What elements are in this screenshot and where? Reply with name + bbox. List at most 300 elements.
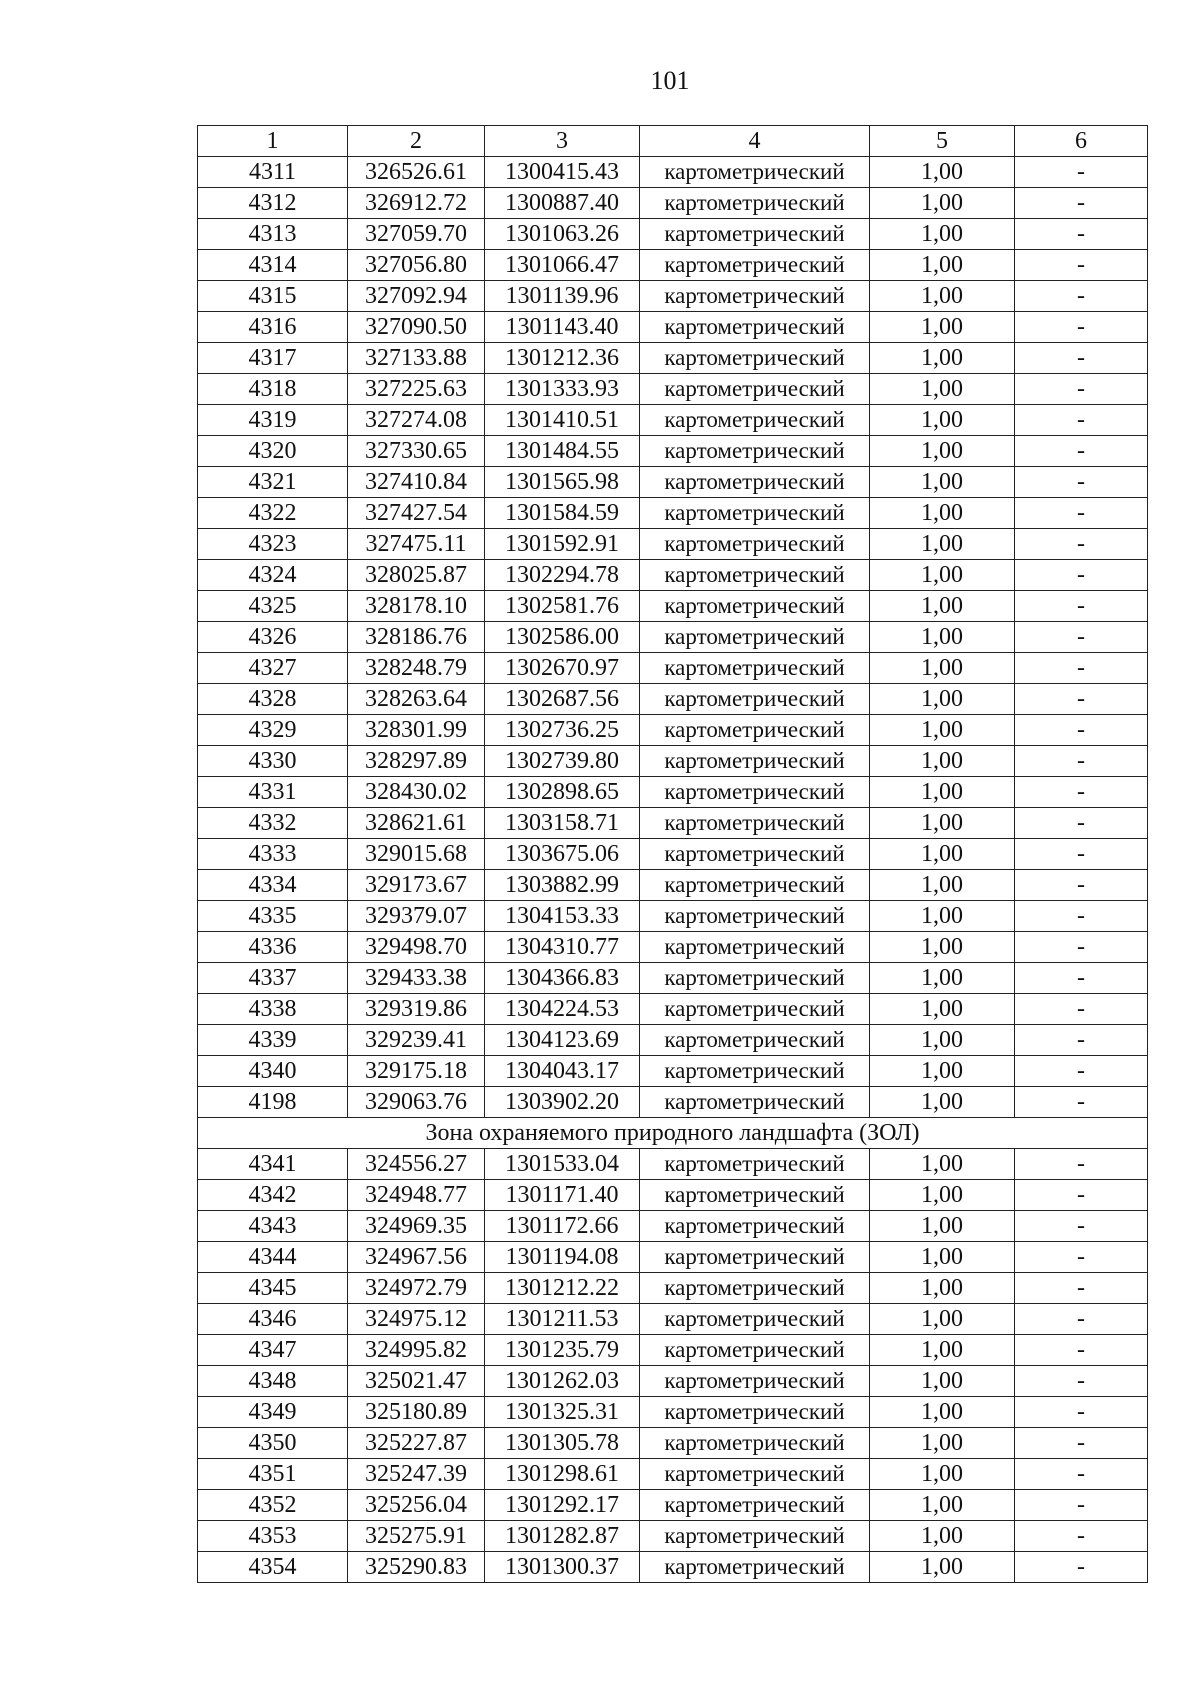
note-cell: - (1015, 1211, 1148, 1242)
note-cell: - (1015, 560, 1148, 591)
table-row (198, 219, 1148, 250)
note-cell: - (1015, 901, 1148, 932)
y-coordinate-cell: 1302586.00 (485, 622, 640, 653)
table-row (198, 1366, 1148, 1397)
note-cell: - (1015, 1056, 1148, 1087)
y-coordinate-cell: 1303902.20 (485, 1087, 640, 1118)
table-row (198, 932, 1148, 963)
point-number-cell: 4353 (198, 1521, 348, 1552)
method-cell: картометрический (640, 901, 870, 932)
x-coordinate-cell: 328263.64 (348, 684, 485, 715)
y-coordinate-cell: 1300415.43 (485, 157, 640, 188)
y-coordinate-cell: 1303675.06 (485, 839, 640, 870)
y-coordinate-cell: 1301410.51 (485, 405, 640, 436)
x-coordinate-cell: 329379.07 (348, 901, 485, 932)
accuracy-cell: 1,00 (870, 901, 1015, 932)
accuracy-cell: 1,00 (870, 281, 1015, 312)
table-row (198, 994, 1148, 1025)
method-cell: картометрический (640, 1180, 870, 1211)
x-coordinate-cell: 329319.86 (348, 994, 485, 1025)
table-row (198, 1056, 1148, 1087)
point-number-cell: 4311 (198, 157, 348, 188)
point-number-cell: 4354 (198, 1552, 348, 1583)
accuracy-cell: 1,00 (870, 777, 1015, 808)
table-row (198, 250, 1148, 281)
point-number-cell: 4332 (198, 808, 348, 839)
point-number-cell: 4330 (198, 746, 348, 777)
accuracy-cell: 1,00 (870, 1087, 1015, 1118)
accuracy-cell: 1,00 (870, 219, 1015, 250)
column-header: 5 (870, 126, 1015, 157)
note-cell: - (1015, 405, 1148, 436)
note-cell: - (1015, 188, 1148, 219)
x-coordinate-cell: 325227.87 (348, 1428, 485, 1459)
method-cell: картометрический (640, 808, 870, 839)
y-coordinate-cell: 1301235.79 (485, 1335, 640, 1366)
table-row (198, 1304, 1148, 1335)
method-cell: картометрический (640, 188, 870, 219)
table-row (198, 1397, 1148, 1428)
x-coordinate-cell: 324967.56 (348, 1242, 485, 1273)
x-coordinate-cell: 325290.83 (348, 1552, 485, 1583)
note-cell: - (1015, 219, 1148, 250)
note-cell: - (1015, 1335, 1148, 1366)
y-coordinate-cell: 1301292.17 (485, 1490, 640, 1521)
point-number-cell: 4350 (198, 1428, 348, 1459)
accuracy-cell: 1,00 (870, 1211, 1015, 1242)
group-b-rows (198, 1149, 1148, 1583)
accuracy-cell: 1,00 (870, 839, 1015, 870)
x-coordinate-cell: 325256.04 (348, 1490, 485, 1521)
note-cell: - (1015, 1428, 1148, 1459)
method-cell: картометрический (640, 777, 870, 808)
accuracy-cell: 1,00 (870, 436, 1015, 467)
y-coordinate-cell: 1301305.78 (485, 1428, 640, 1459)
x-coordinate-cell: 328297.89 (348, 746, 485, 777)
note-cell: - (1015, 1397, 1148, 1428)
table-row (198, 963, 1148, 994)
table-row (198, 436, 1148, 467)
point-number-cell: 4339 (198, 1025, 348, 1056)
method-cell: картометрический (640, 405, 870, 436)
accuracy-cell: 1,00 (870, 932, 1015, 963)
note-cell: - (1015, 529, 1148, 560)
column-header: 1 (198, 126, 348, 157)
method-cell: картометрический (640, 1025, 870, 1056)
x-coordinate-cell: 324995.82 (348, 1335, 485, 1366)
method-cell: картометрический (640, 374, 870, 405)
point-number-cell: 4345 (198, 1273, 348, 1304)
table-row (198, 1087, 1148, 1118)
page-number: 101 (650, 66, 690, 95)
x-coordinate-cell: 329063.76 (348, 1087, 485, 1118)
method-cell: картометрический (640, 343, 870, 374)
method-cell: картометрический (640, 560, 870, 591)
y-coordinate-cell: 1302736.25 (485, 715, 640, 746)
table-row (198, 1459, 1148, 1490)
point-number-cell: 4348 (198, 1366, 348, 1397)
x-coordinate-cell: 324556.27 (348, 1149, 485, 1180)
method-cell: картометрический (640, 498, 870, 529)
section-title: Зона охраняемого природного ландшафта (ЗОЛ) (198, 1118, 1148, 1149)
x-coordinate-cell: 325180.89 (348, 1397, 485, 1428)
accuracy-cell: 1,00 (870, 498, 1015, 529)
method-cell: картометрический (640, 157, 870, 188)
x-coordinate-cell: 327090.50 (348, 312, 485, 343)
accuracy-cell: 1,00 (870, 1273, 1015, 1304)
note-cell: - (1015, 1304, 1148, 1335)
point-number-cell: 4342 (198, 1180, 348, 1211)
note-cell: - (1015, 1490, 1148, 1521)
x-coordinate-cell: 329433.38 (348, 963, 485, 994)
y-coordinate-cell: 1304043.17 (485, 1056, 640, 1087)
accuracy-cell: 1,00 (870, 1490, 1015, 1521)
point-number-cell: 4337 (198, 963, 348, 994)
accuracy-cell: 1,00 (870, 374, 1015, 405)
method-cell: картометрический (640, 281, 870, 312)
point-number-cell: 4351 (198, 1459, 348, 1490)
accuracy-cell: 1,00 (870, 808, 1015, 839)
point-number-cell: 4328 (198, 684, 348, 715)
accuracy-cell: 1,00 (870, 684, 1015, 715)
method-cell: картометрический (640, 1459, 870, 1490)
point-number-cell: 4335 (198, 901, 348, 932)
y-coordinate-cell: 1301333.93 (485, 374, 640, 405)
table-header (198, 126, 1148, 157)
note-cell: - (1015, 1459, 1148, 1490)
x-coordinate-cell: 327274.08 (348, 405, 485, 436)
point-number-cell: 4331 (198, 777, 348, 808)
point-number-cell: 4327 (198, 653, 348, 684)
table-row (198, 1180, 1148, 1211)
method-cell: картометрический (640, 715, 870, 746)
x-coordinate-cell: 329173.67 (348, 870, 485, 901)
y-coordinate-cell: 1302739.80 (485, 746, 640, 777)
method-cell: картометрический (640, 1490, 870, 1521)
method-cell: картометрический (640, 684, 870, 715)
x-coordinate-cell: 328025.87 (348, 560, 485, 591)
table-row (198, 405, 1148, 436)
y-coordinate-cell: 1301592.91 (485, 529, 640, 560)
accuracy-cell: 1,00 (870, 312, 1015, 343)
note-cell: - (1015, 498, 1148, 529)
y-coordinate-cell: 1303882.99 (485, 870, 640, 901)
table-row (198, 653, 1148, 684)
method-cell: картометрический (640, 529, 870, 560)
header-row (198, 126, 1148, 157)
coordinates-table (197, 125, 1148, 1583)
table-row (198, 1149, 1148, 1180)
y-coordinate-cell: 1301533.04 (485, 1149, 640, 1180)
point-number-cell: 4336 (198, 932, 348, 963)
accuracy-cell: 1,00 (870, 467, 1015, 498)
point-number-cell: 4323 (198, 529, 348, 560)
method-cell: картометрический (640, 994, 870, 1025)
x-coordinate-cell: 325021.47 (348, 1366, 485, 1397)
method-cell: картометрический (640, 1335, 870, 1366)
y-coordinate-cell: 1300887.40 (485, 188, 640, 219)
accuracy-cell: 1,00 (870, 653, 1015, 684)
note-cell: - (1015, 467, 1148, 498)
x-coordinate-cell: 327133.88 (348, 343, 485, 374)
accuracy-cell: 1,00 (870, 1149, 1015, 1180)
accuracy-cell: 1,00 (870, 529, 1015, 560)
method-cell: картометрический (640, 1428, 870, 1459)
table-row (198, 312, 1148, 343)
y-coordinate-cell: 1301139.96 (485, 281, 640, 312)
x-coordinate-cell: 327056.80 (348, 250, 485, 281)
note-cell: - (1015, 281, 1148, 312)
method-cell: картометрический (640, 1087, 870, 1118)
accuracy-cell: 1,00 (870, 560, 1015, 591)
y-coordinate-cell: 1301300.37 (485, 1552, 640, 1583)
x-coordinate-cell: 329498.70 (348, 932, 485, 963)
note-cell: - (1015, 1521, 1148, 1552)
method-cell: картометрический (640, 1056, 870, 1087)
table-row (198, 591, 1148, 622)
y-coordinate-cell: 1301565.98 (485, 467, 640, 498)
table-row (198, 1025, 1148, 1056)
point-number-cell: 4322 (198, 498, 348, 529)
x-coordinate-cell: 329015.68 (348, 839, 485, 870)
y-coordinate-cell: 1301171.40 (485, 1180, 640, 1211)
point-number-cell: 4334 (198, 870, 348, 901)
y-coordinate-cell: 1302898.65 (485, 777, 640, 808)
y-coordinate-cell: 1302687.56 (485, 684, 640, 715)
note-cell: - (1015, 994, 1148, 1025)
y-coordinate-cell: 1302294.78 (485, 560, 640, 591)
note-cell: - (1015, 436, 1148, 467)
section-block (198, 1118, 1148, 1149)
method-cell: картометрический (640, 219, 870, 250)
note-cell: - (1015, 777, 1148, 808)
y-coordinate-cell: 1304366.83 (485, 963, 640, 994)
table-row (198, 1273, 1148, 1304)
table-row (198, 1521, 1148, 1552)
table-row (198, 1242, 1148, 1273)
y-coordinate-cell: 1301282.87 (485, 1521, 640, 1552)
note-cell: - (1015, 963, 1148, 994)
method-cell: картометрический (640, 250, 870, 281)
y-coordinate-cell: 1301066.47 (485, 250, 640, 281)
table-row (198, 622, 1148, 653)
section-row (198, 1118, 1148, 1149)
method-cell: картометрический (640, 1552, 870, 1583)
y-coordinate-cell: 1301194.08 (485, 1242, 640, 1273)
note-cell: - (1015, 808, 1148, 839)
note-cell: - (1015, 1180, 1148, 1211)
point-number-cell: 4321 (198, 467, 348, 498)
note-cell: - (1015, 839, 1148, 870)
method-cell: картометрический (640, 1397, 870, 1428)
point-number-cell: 4326 (198, 622, 348, 653)
x-coordinate-cell: 329239.41 (348, 1025, 485, 1056)
accuracy-cell: 1,00 (870, 1552, 1015, 1583)
table-row (198, 188, 1148, 219)
accuracy-cell: 1,00 (870, 1397, 1015, 1428)
accuracy-cell: 1,00 (870, 188, 1015, 219)
y-coordinate-cell: 1301172.66 (485, 1211, 640, 1242)
method-cell: картометрический (640, 1366, 870, 1397)
y-coordinate-cell: 1304224.53 (485, 994, 640, 1025)
accuracy-cell: 1,00 (870, 715, 1015, 746)
note-cell: - (1015, 1366, 1148, 1397)
note-cell: - (1015, 653, 1148, 684)
x-coordinate-cell: 328178.10 (348, 591, 485, 622)
x-coordinate-cell: 327225.63 (348, 374, 485, 405)
y-coordinate-cell: 1304123.69 (485, 1025, 640, 1056)
accuracy-cell: 1,00 (870, 746, 1015, 777)
method-cell: картометрический (640, 1273, 870, 1304)
y-coordinate-cell: 1302581.76 (485, 591, 640, 622)
y-coordinate-cell: 1301325.31 (485, 1397, 640, 1428)
method-cell: картометрический (640, 312, 870, 343)
y-coordinate-cell: 1304153.33 (485, 901, 640, 932)
method-cell: картометрический (640, 870, 870, 901)
point-number-cell: 4333 (198, 839, 348, 870)
accuracy-cell: 1,00 (870, 157, 1015, 188)
point-number-cell: 4198 (198, 1087, 348, 1118)
x-coordinate-cell: 326912.72 (348, 188, 485, 219)
y-coordinate-cell: 1301262.03 (485, 1366, 640, 1397)
column-header: 2 (348, 126, 485, 157)
point-number-cell: 4347 (198, 1335, 348, 1366)
note-cell: - (1015, 622, 1148, 653)
point-number-cell: 4312 (198, 188, 348, 219)
method-cell: картометрический (640, 1521, 870, 1552)
method-cell: картометрический (640, 653, 870, 684)
column-header: 3 (485, 126, 640, 157)
y-coordinate-cell: 1302670.97 (485, 653, 640, 684)
x-coordinate-cell: 324969.35 (348, 1211, 485, 1242)
x-coordinate-cell: 327475.11 (348, 529, 485, 560)
x-coordinate-cell: 327092.94 (348, 281, 485, 312)
y-coordinate-cell: 1301584.59 (485, 498, 640, 529)
note-cell: - (1015, 343, 1148, 374)
table-row (198, 1335, 1148, 1366)
note-cell: - (1015, 157, 1148, 188)
accuracy-cell: 1,00 (870, 1304, 1015, 1335)
note-cell: - (1015, 374, 1148, 405)
x-coordinate-cell: 327410.84 (348, 467, 485, 498)
note-cell: - (1015, 870, 1148, 901)
table-row (198, 777, 1148, 808)
point-number-cell: 4338 (198, 994, 348, 1025)
y-coordinate-cell: 1301143.40 (485, 312, 640, 343)
note-cell: - (1015, 1242, 1148, 1273)
note-cell: - (1015, 250, 1148, 281)
note-cell: - (1015, 932, 1148, 963)
table-row (198, 374, 1148, 405)
accuracy-cell: 1,00 (870, 622, 1015, 653)
method-cell: картометрический (640, 839, 870, 870)
column-header: 6 (1015, 126, 1148, 157)
note-cell: - (1015, 715, 1148, 746)
method-cell: картометрический (640, 1211, 870, 1242)
table-row (198, 498, 1148, 529)
note-cell: - (1015, 1087, 1148, 1118)
table-row (198, 1490, 1148, 1521)
method-cell: картометрический (640, 746, 870, 777)
x-coordinate-cell: 325275.91 (348, 1521, 485, 1552)
y-coordinate-cell: 1301484.55 (485, 436, 640, 467)
point-number-cell: 4318 (198, 374, 348, 405)
y-coordinate-cell: 1301212.22 (485, 1273, 640, 1304)
method-cell: картометрический (640, 622, 870, 653)
x-coordinate-cell: 328430.02 (348, 777, 485, 808)
y-coordinate-cell: 1301063.26 (485, 219, 640, 250)
note-cell: - (1015, 1273, 1148, 1304)
accuracy-cell: 1,00 (870, 1335, 1015, 1366)
x-coordinate-cell: 324975.12 (348, 1304, 485, 1335)
table-row (198, 746, 1148, 777)
x-coordinate-cell: 328248.79 (348, 653, 485, 684)
x-coordinate-cell: 324948.77 (348, 1180, 485, 1211)
table-row (198, 870, 1148, 901)
accuracy-cell: 1,00 (870, 1180, 1015, 1211)
point-number-cell: 4329 (198, 715, 348, 746)
table-row (198, 1211, 1148, 1242)
point-number-cell: 4313 (198, 219, 348, 250)
point-number-cell: 4349 (198, 1397, 348, 1428)
accuracy-cell: 1,00 (870, 343, 1015, 374)
accuracy-cell: 1,00 (870, 994, 1015, 1025)
y-coordinate-cell: 1301212.36 (485, 343, 640, 374)
accuracy-cell: 1,00 (870, 250, 1015, 281)
x-coordinate-cell: 328301.99 (348, 715, 485, 746)
accuracy-cell: 1,00 (870, 1366, 1015, 1397)
x-coordinate-cell: 329175.18 (348, 1056, 485, 1087)
accuracy-cell: 1,00 (870, 1242, 1015, 1273)
accuracy-cell: 1,00 (870, 870, 1015, 901)
table-row (198, 684, 1148, 715)
point-number-cell: 4314 (198, 250, 348, 281)
point-number-cell: 4346 (198, 1304, 348, 1335)
table-row (198, 839, 1148, 870)
method-cell: картометрический (640, 436, 870, 467)
accuracy-cell: 1,00 (870, 405, 1015, 436)
point-number-cell: 4341 (198, 1149, 348, 1180)
note-cell: - (1015, 1149, 1148, 1180)
table-row (198, 560, 1148, 591)
accuracy-cell: 1,00 (870, 963, 1015, 994)
point-number-cell: 4340 (198, 1056, 348, 1087)
point-number-cell: 4316 (198, 312, 348, 343)
note-cell: - (1015, 746, 1148, 777)
point-number-cell: 4317 (198, 343, 348, 374)
y-coordinate-cell: 1304310.77 (485, 932, 640, 963)
column-header: 4 (640, 126, 870, 157)
note-cell: - (1015, 1025, 1148, 1056)
x-coordinate-cell: 327330.65 (348, 436, 485, 467)
method-cell: картометрический (640, 963, 870, 994)
point-number-cell: 4344 (198, 1242, 348, 1273)
accuracy-cell: 1,00 (870, 1056, 1015, 1087)
point-number-cell: 4320 (198, 436, 348, 467)
x-coordinate-cell: 328621.61 (348, 808, 485, 839)
note-cell: - (1015, 1552, 1148, 1583)
table-row (198, 281, 1148, 312)
table-row (198, 157, 1148, 188)
note-cell: - (1015, 312, 1148, 343)
table-row (198, 467, 1148, 498)
method-cell: картометрический (640, 467, 870, 498)
y-coordinate-cell: 1303158.71 (485, 808, 640, 839)
x-coordinate-cell: 327427.54 (348, 498, 485, 529)
group-a-rows (198, 157, 1148, 1118)
accuracy-cell: 1,00 (870, 1459, 1015, 1490)
accuracy-cell: 1,00 (870, 1428, 1015, 1459)
